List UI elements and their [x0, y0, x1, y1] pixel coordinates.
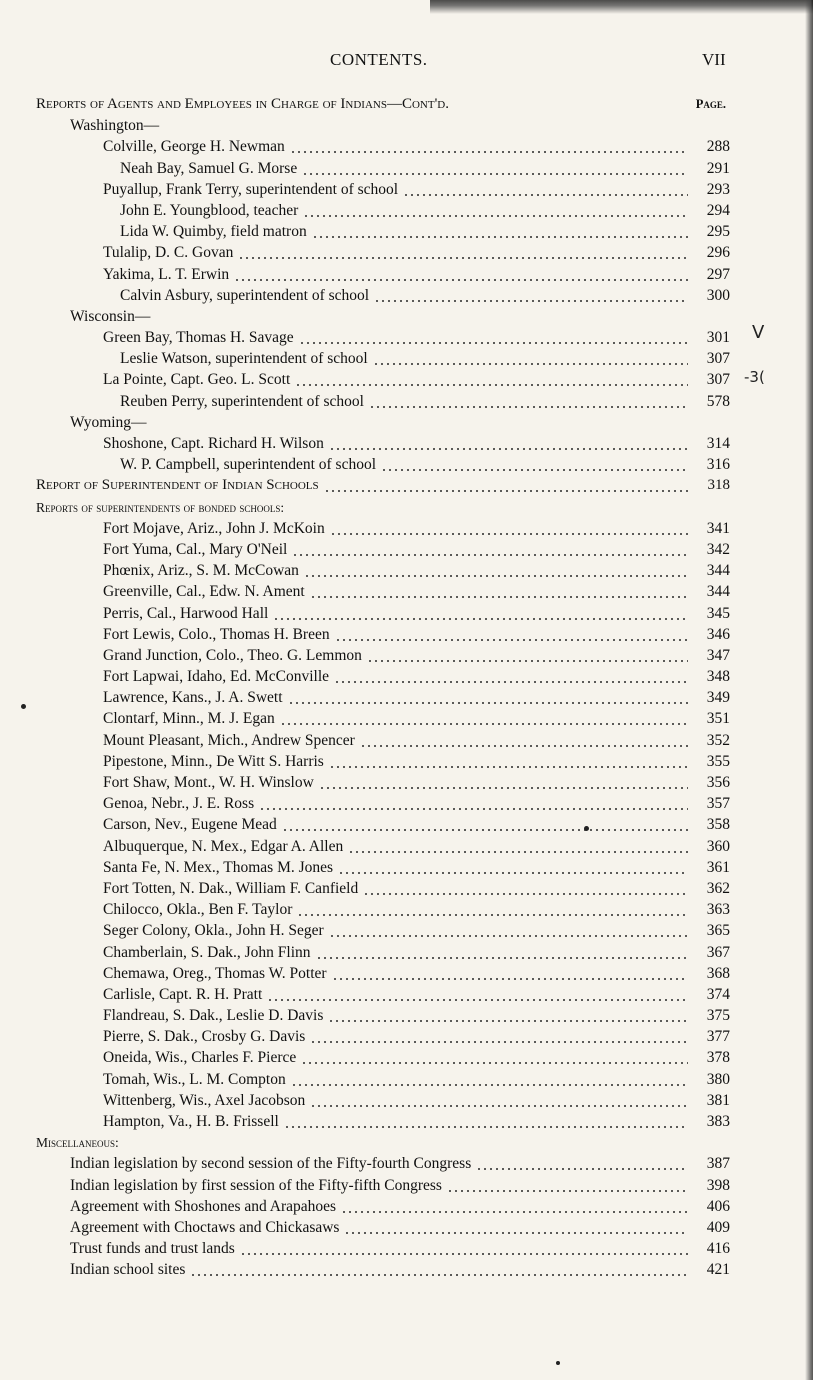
- entry-text: Oneida, Wis., Charles F. Pierce: [103, 1047, 299, 1068]
- entry-text: Clontarf, Minn., M. J. Egan: [103, 708, 278, 729]
- entry-page: 347: [706, 646, 730, 664]
- entry-page: 355: [706, 752, 730, 770]
- toc-entry: [36, 581, 736, 602]
- entry-text: John E. Youngblood, teacher: [120, 200, 301, 221]
- entry-text: Puyallup, Frank Terry, superintendent of school: [103, 179, 401, 200]
- scan-edge-top: [430, 0, 813, 14]
- entry-text: Greenville, Cal., Edw. N. Ament: [103, 581, 308, 602]
- leader-dots: [348, 836, 688, 857]
- leader-dots: [310, 581, 688, 602]
- section-heading: [36, 475, 736, 496]
- entry-text: Genoa, Nebr., J. E. Ross: [103, 793, 257, 814]
- section-heading-text: Miscellaneous:: [36, 1132, 122, 1153]
- toc-entry: [36, 1069, 736, 1090]
- entry-text: Fort Totten, N. Dak., William F. Canfield: [103, 878, 361, 899]
- entry-page: 300: [706, 286, 730, 304]
- ink-speck: [556, 1361, 560, 1365]
- leader-dots: [324, 475, 688, 496]
- entry-text: Agreement with Shoshones and Arapahoes: [70, 1196, 339, 1217]
- leader-dots: [310, 1026, 688, 1047]
- leader-dots: [290, 136, 688, 157]
- leader-dots: [238, 242, 688, 263]
- toc-entry: [36, 433, 736, 454]
- toc-entry: [36, 857, 736, 878]
- entry-text: Albuquerque, N. Mex., Edgar A. Allen: [103, 836, 346, 857]
- entry-page: 307: [706, 350, 730, 368]
- leader-dots: [332, 963, 688, 984]
- toc-entry: [36, 391, 736, 412]
- entry-text: Yakima, L. T. Erwin: [103, 264, 232, 285]
- leader-dots: [292, 539, 688, 560]
- leader-dots: [363, 878, 688, 899]
- leader-dots: [329, 920, 688, 941]
- scan-edge-right: [805, 0, 813, 1380]
- entry-page: 344: [706, 583, 730, 601]
- entry-page: 357: [706, 795, 730, 813]
- entry-page: 297: [706, 265, 730, 283]
- toc-entry: [36, 1175, 736, 1196]
- toc-entry: [36, 264, 736, 285]
- entry-page: 362: [706, 879, 730, 897]
- toc-entry: [36, 920, 736, 941]
- entry-page: 352: [706, 731, 730, 749]
- entry-page: 316: [706, 456, 730, 474]
- entry-text: Lida W. Quimby, field matron: [120, 221, 310, 242]
- entry-page: 367: [706, 943, 730, 961]
- leader-dots: [374, 285, 688, 306]
- toc-entry: [36, 899, 736, 920]
- entry-page: 342: [706, 540, 730, 558]
- leader-dots: [288, 687, 688, 708]
- entry-text: Indian school sites: [70, 1259, 188, 1280]
- section-heading: [36, 94, 736, 115]
- toc-entry: [36, 348, 736, 369]
- leader-dots: [316, 942, 688, 963]
- toc-entry: [36, 1090, 736, 1111]
- entry-text: Mount Pleasant, Mich., Andrew Spencer: [103, 730, 358, 751]
- entry-text: Pipestone, Minn., De Witt S. Harris: [103, 751, 327, 772]
- toc-entry: [36, 518, 736, 539]
- leader-dots: [447, 1175, 688, 1196]
- entry-text: Fort Lewis, Colo., Thomas H. Breen: [103, 624, 333, 645]
- margin-scribble: -3(: [744, 368, 765, 386]
- entry-text: Fort Yuma, Cal., Mary O'Neil: [103, 539, 290, 560]
- leader-dots: [273, 603, 688, 624]
- entry-page: 301: [706, 329, 730, 347]
- entry-page: 345: [706, 604, 730, 622]
- table-of-contents: [36, 94, 736, 1281]
- toc-entry: [36, 369, 736, 390]
- entry-page: 421: [706, 1261, 730, 1279]
- entry-text: Fort Shaw, Mont., W. H. Winslow: [103, 772, 317, 793]
- section-heading: [36, 1132, 736, 1153]
- toc-entry: [36, 1111, 736, 1132]
- entry-page: 307: [706, 371, 730, 389]
- leader-dots: [301, 1047, 688, 1068]
- toc-entry: [36, 1238, 736, 1259]
- toc-entry: [36, 836, 736, 857]
- leader-dots: [403, 179, 688, 200]
- toc-entry: [36, 751, 736, 772]
- entry-page: 387: [706, 1155, 730, 1173]
- entry-page: 377: [706, 1028, 730, 1046]
- entry-page: 351: [706, 710, 730, 728]
- entry-text: Leslie Watson, superintendent of school: [120, 348, 371, 369]
- leader-dots: [335, 624, 688, 645]
- entry-page: 346: [706, 625, 730, 643]
- toc-entry: [36, 1026, 736, 1047]
- entry-page: 383: [706, 1113, 730, 1130]
- toc-entry: [36, 603, 736, 624]
- subsection-heading: [36, 412, 736, 433]
- entry-text: Green Bay, Thomas H. Savage: [103, 327, 297, 348]
- entry-text: Chamberlain, S. Dak., John Flinn: [103, 942, 314, 963]
- leader-dots: [259, 793, 688, 814]
- ink-speck: [584, 826, 589, 831]
- toc-entry: [36, 158, 736, 179]
- entry-text: Seger Colony, Okla., John H. Seger: [103, 920, 327, 941]
- toc-entry: [36, 772, 736, 793]
- subsection-heading: [36, 306, 736, 327]
- entry-text: Reuben Perry, superintendent of school: [120, 391, 367, 412]
- toc-entry: [36, 624, 736, 645]
- leader-dots: [344, 1217, 688, 1238]
- entry-text: Tulalip, D. C. Govan: [103, 242, 236, 263]
- leader-dots: [341, 1196, 688, 1217]
- entry-text: La Pointe, Capt. Geo. L. Scott: [103, 369, 293, 390]
- entry-page: 363: [706, 901, 730, 919]
- entry-text: Santa Fe, N. Mex., Thomas M. Jones: [103, 857, 336, 878]
- toc-entry: [36, 730, 736, 751]
- entry-page: 375: [706, 1007, 730, 1025]
- leader-dots: [334, 666, 688, 687]
- leader-dots: [329, 433, 688, 454]
- toc-entry: [36, 687, 736, 708]
- entry-text: Lawrence, Kans., J. A. Swett: [103, 687, 286, 708]
- toc-entry: [36, 942, 736, 963]
- leader-dots: [367, 645, 688, 666]
- subsection-label: Washington—: [70, 115, 162, 136]
- entry-text: Perris, Cal., Harwood Hall: [103, 603, 271, 624]
- toc-entry: [36, 984, 736, 1005]
- entry-page: 409: [706, 1218, 730, 1236]
- leader-dots: [310, 1090, 688, 1111]
- leader-dots: [282, 814, 688, 835]
- leader-dots: [373, 348, 688, 369]
- toc-entry: [36, 221, 736, 242]
- entry-page: 349: [706, 689, 730, 707]
- toc-entry: [36, 708, 736, 729]
- toc-entry: [36, 179, 736, 200]
- toc-entry: [36, 1047, 736, 1068]
- leader-dots: [190, 1259, 688, 1280]
- entry-text: Colville, George H. Newman: [103, 136, 288, 157]
- entry-page: 341: [706, 519, 730, 537]
- toc-entry: [36, 1259, 736, 1280]
- leader-dots: [234, 264, 688, 285]
- entry-page: 344: [706, 562, 730, 580]
- leader-dots: [295, 369, 688, 390]
- ink-speck: [21, 704, 26, 709]
- toc-entry: [36, 327, 736, 348]
- subsection-label: Wyoming—: [70, 412, 150, 433]
- entry-text: Indian legislation by first session of the Fifty-fifth Congress: [70, 1175, 445, 1196]
- leader-dots: [330, 518, 688, 539]
- entry-text: Hampton, Va., H. B. Frissell: [103, 1111, 282, 1132]
- leader-dots: [284, 1111, 688, 1132]
- leader-dots: [303, 200, 688, 221]
- entry-page: 378: [706, 1049, 730, 1067]
- leader-dots: [297, 899, 688, 920]
- leader-dots: [304, 560, 688, 581]
- entry-page: 365: [706, 922, 730, 940]
- entry-page: 293: [706, 180, 730, 198]
- entry-page: 374: [706, 985, 730, 1003]
- toc-entry: [36, 666, 736, 687]
- entry-page: 348: [706, 668, 730, 686]
- subsection-label: Wisconsin—: [70, 306, 153, 327]
- leader-dots: [240, 1238, 688, 1259]
- leader-dots: [369, 391, 688, 412]
- toc-entry: [36, 285, 736, 306]
- entry-page: 368: [706, 964, 730, 982]
- entry-text: Shoshone, Capt. Richard H. Wilson: [103, 433, 327, 454]
- entry-text: Neah Bay, Samuel G. Morse: [120, 158, 300, 179]
- entry-page: 288: [706, 138, 730, 156]
- leader-dots: [299, 327, 688, 348]
- toc-entry: [36, 814, 736, 835]
- running-head: [0, 50, 813, 74]
- entry-text: Carson, Nev., Eugene Mead: [103, 814, 280, 835]
- toc-entry: [36, 878, 736, 899]
- leader-dots: [338, 857, 688, 878]
- entry-text: Grand Junction, Colo., Theo. G. Lemmon: [103, 645, 365, 666]
- entry-text: Carlisle, Capt. R. H. Pratt: [103, 984, 265, 1005]
- entry-text: W. P. Campbell, superintendent of school: [120, 454, 379, 475]
- toc-entry: [36, 963, 736, 984]
- entry-page: 381: [706, 1091, 730, 1109]
- entry-text: Indian legislation by second session of the Fifty-fourth Congress: [70, 1153, 474, 1174]
- toc-entry: [36, 793, 736, 814]
- toc-entry: [36, 539, 736, 560]
- toc-entry: [36, 454, 736, 475]
- running-head-page-numeral: VII: [702, 50, 726, 69]
- entry-text: Fort Mojave, Ariz., John J. McKoin: [103, 518, 328, 539]
- entry-text: Flandreau, S. Dak., Leslie D. Davis: [103, 1005, 326, 1026]
- entry-page: 358: [706, 816, 730, 834]
- entry-text: Phœnix, Ariz., S. M. McCowan: [103, 560, 302, 581]
- margin-check-mark: V: [752, 322, 765, 343]
- toc-entry: [36, 560, 736, 581]
- section-heading-text: Report of Superintendent of Indian Schools: [36, 475, 322, 496]
- entry-text: Fort Lapwai, Idaho, Ed. McConville: [103, 666, 332, 687]
- entry-text: Trust funds and trust lands: [70, 1238, 238, 1259]
- section-heading-text: Reports of Agents and Employees in Charge of Indians—Cont'd.: [36, 94, 452, 115]
- entry-text: Chemawa, Oreg., Thomas W. Potter: [103, 963, 330, 984]
- entry-text: Calvin Asbury, superintendent of school: [120, 285, 372, 306]
- toc-entry: [36, 1153, 736, 1174]
- running-head-title: CONTENTS.: [330, 50, 428, 69]
- leader-dots: [280, 708, 688, 729]
- entry-page: 318: [707, 477, 730, 494]
- toc-entry: [36, 645, 736, 666]
- toc-entry: [36, 1196, 736, 1217]
- entry-text: Chilocco, Okla., Ben F. Taylor: [103, 899, 295, 920]
- leader-dots: [381, 454, 688, 475]
- toc-entry: [36, 200, 736, 221]
- entry-page: 578: [706, 392, 730, 410]
- toc-entry: [36, 136, 736, 157]
- entry-page: 294: [706, 201, 730, 219]
- section-heading-text: Reports of superintendents of bonded schools:: [36, 497, 287, 518]
- toc-entry: [36, 242, 736, 263]
- toc-entry: [36, 1005, 736, 1026]
- leader-dots: [319, 772, 688, 793]
- leader-dots: [312, 221, 688, 242]
- entry-page: 416: [706, 1240, 730, 1258]
- toc-entry: [36, 1217, 736, 1238]
- entry-text: Wittenberg, Wis., Axel Jacobson: [103, 1090, 308, 1111]
- leader-dots: [302, 158, 688, 179]
- entry-page: 295: [706, 223, 730, 241]
- entry-page: 406: [706, 1197, 730, 1215]
- section-heading: [36, 497, 736, 518]
- leader-dots: [267, 984, 688, 1005]
- entry-page: 361: [706, 858, 730, 876]
- entry-text: Tomah, Wis., L. M. Compton: [103, 1069, 289, 1090]
- leader-dots: [329, 751, 688, 772]
- leader-dots: [328, 1005, 688, 1026]
- leader-dots: [476, 1153, 688, 1174]
- entry-page: 398: [706, 1176, 730, 1194]
- entry-page: 380: [706, 1070, 730, 1088]
- entry-page: 360: [706, 837, 730, 855]
- leader-dots: [360, 730, 688, 751]
- entry-text: Pierre, S. Dak., Crosby G. Davis: [103, 1026, 308, 1047]
- entry-page: 314: [706, 435, 730, 452]
- entry-page: 296: [706, 244, 730, 262]
- leader-dots: [291, 1069, 688, 1090]
- subsection-heading: [36, 115, 736, 136]
- entry-page: 356: [706, 774, 730, 791]
- page-column-label: Page.: [695, 97, 726, 111]
- entry-text: Agreement with Choctaws and Chickasaws: [70, 1217, 342, 1238]
- entry-page: 291: [706, 159, 730, 177]
